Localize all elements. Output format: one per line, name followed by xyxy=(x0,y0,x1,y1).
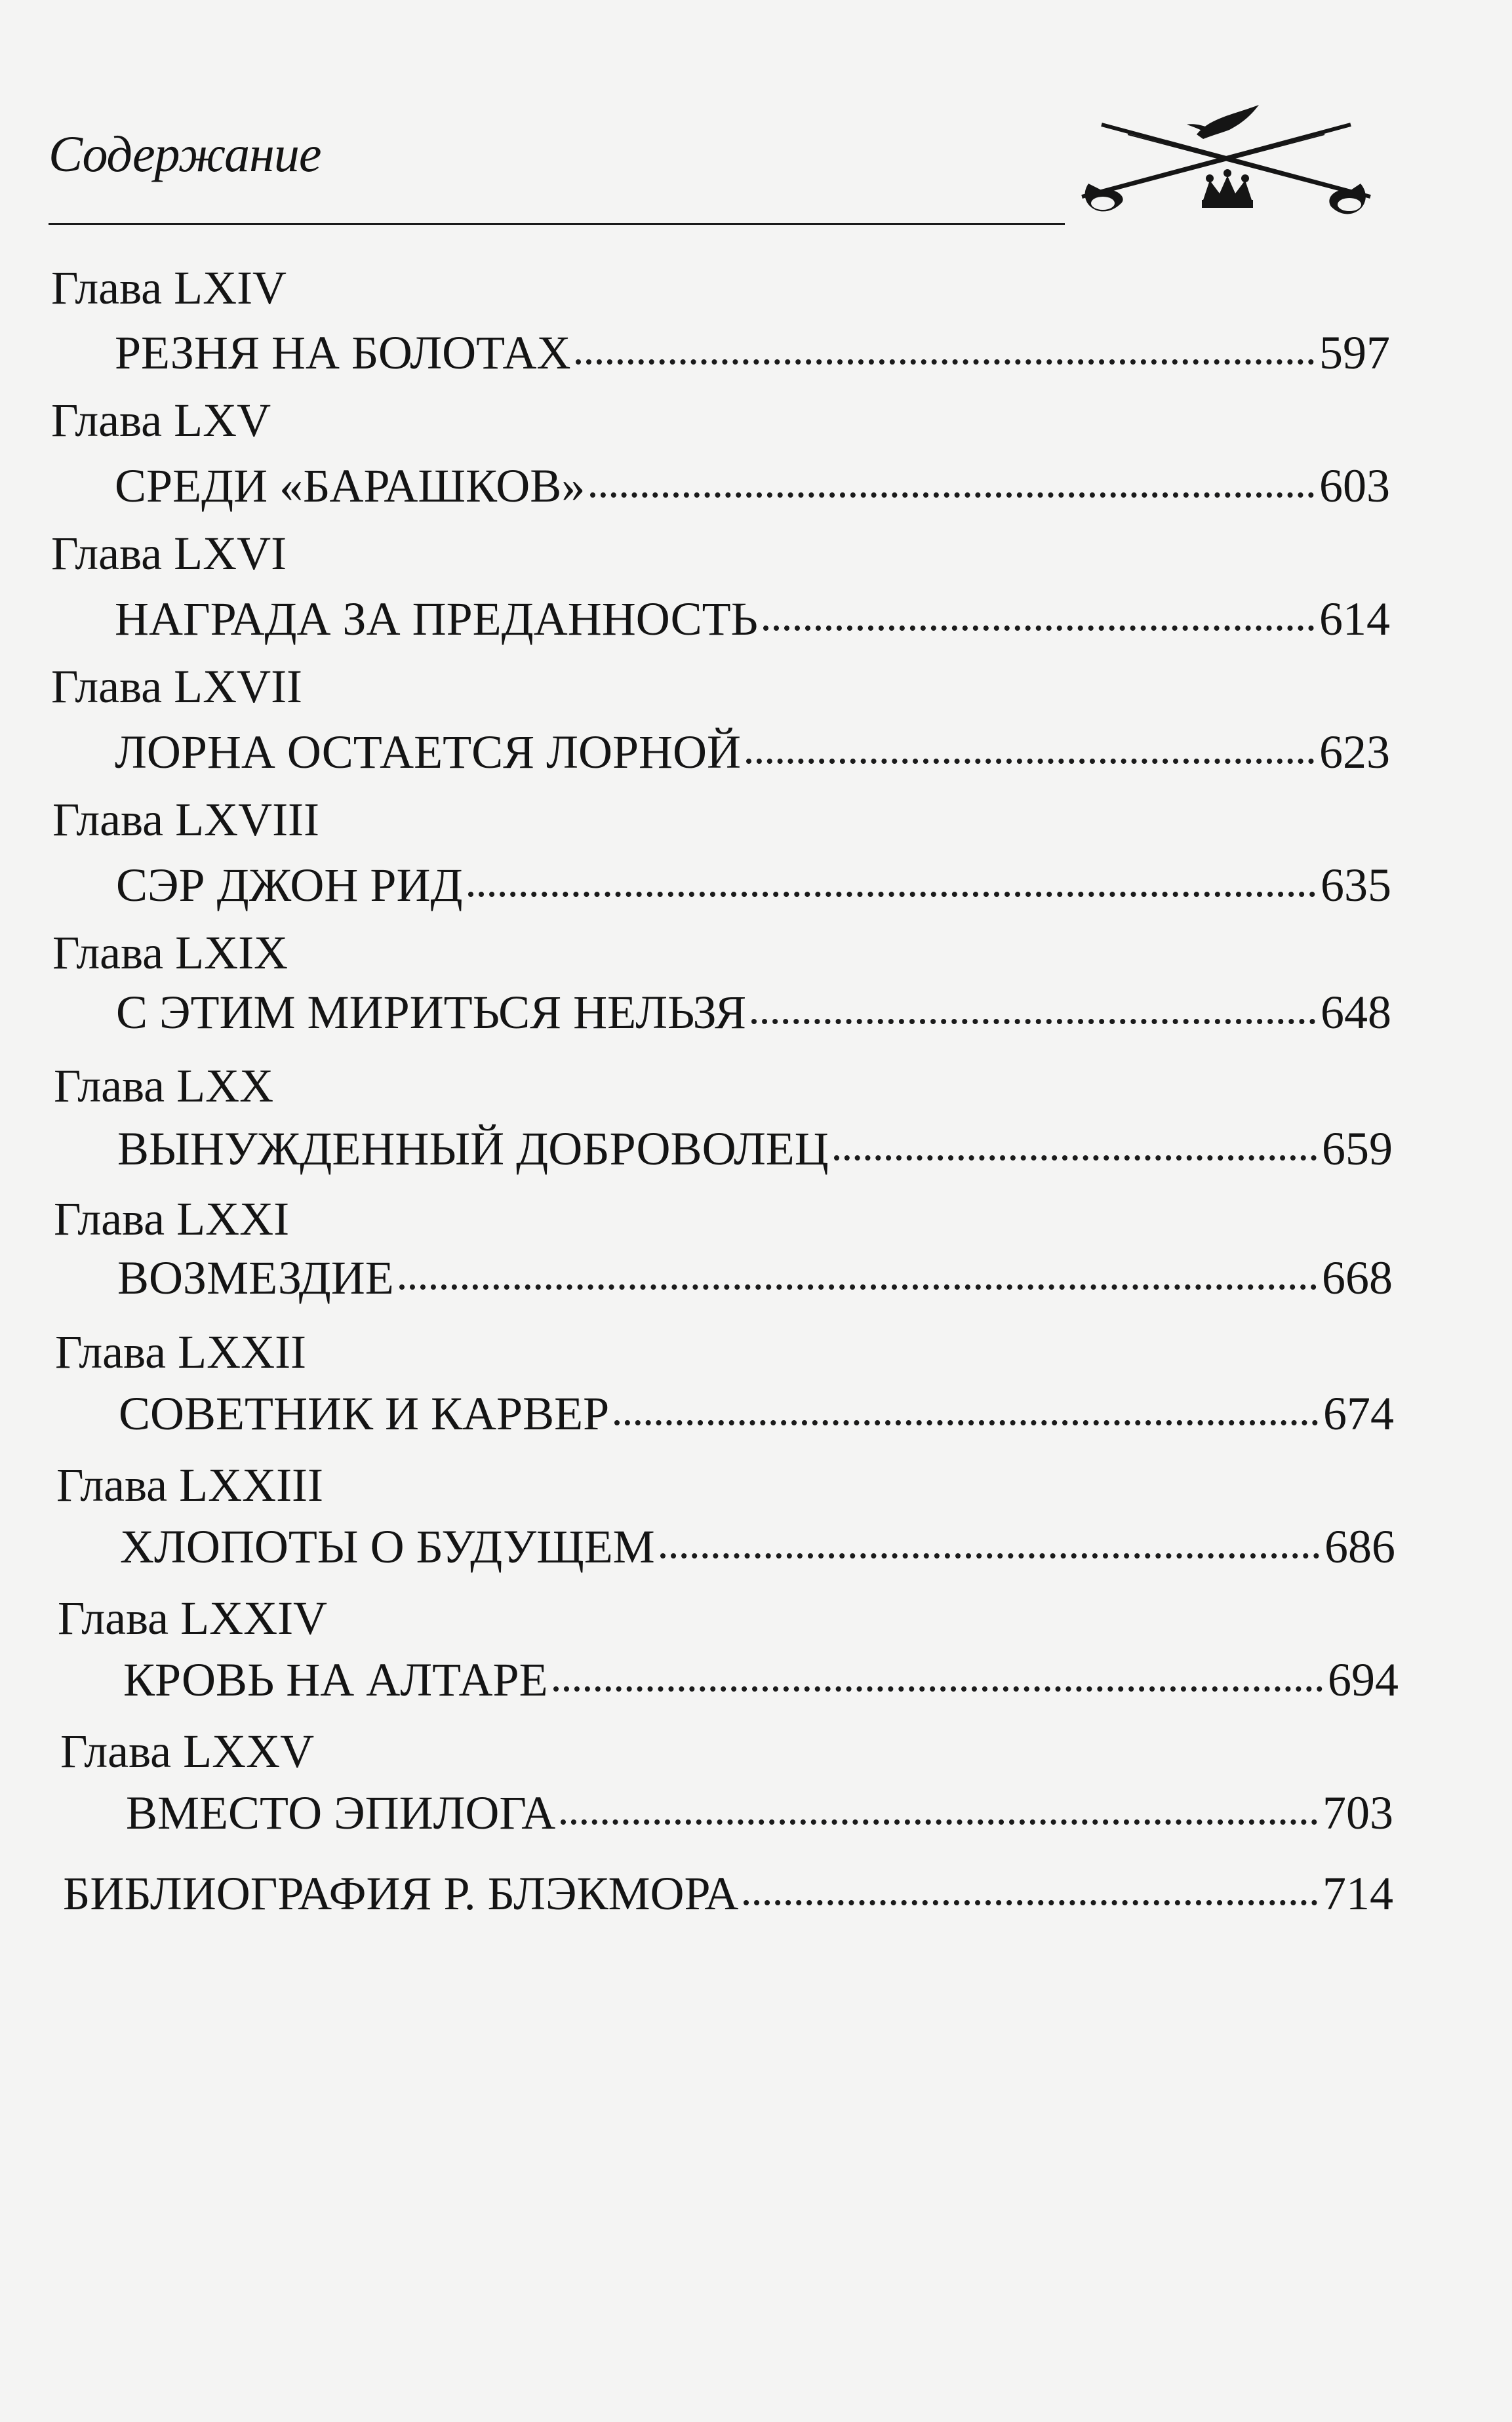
chapter-label: Глава LXIX xyxy=(52,926,288,979)
page-number: 686 xyxy=(1324,1520,1395,1573)
chapter-title: РЕЗНЯ НА БОЛОТАХ xyxy=(115,327,571,379)
dot-leader xyxy=(561,1819,1317,1825)
dot-leader xyxy=(746,759,1314,764)
toc-entry[interactable] xyxy=(116,985,1391,1040)
page-number: 668 xyxy=(1322,1252,1393,1304)
toc-entry[interactable] xyxy=(126,1786,1393,1840)
chapter-label: Глава LXIV xyxy=(51,262,287,314)
chapter-title: ХЛОПОТЫ О БУДУЩЕМ xyxy=(120,1520,655,1573)
chapter-title: СЭР ДЖОН РИД xyxy=(116,859,463,911)
chapter-label: Глава LXXI xyxy=(54,1193,290,1245)
toc-entry[interactable] xyxy=(119,1387,1394,1441)
dot-leader xyxy=(576,359,1314,365)
chapter-label: Глава LXXIV xyxy=(58,1592,328,1644)
bibliography-title: БИБЛИОГРАФИЯ Р. БЛЭКМОРА xyxy=(63,1867,739,1920)
chapter-label: Глава LXVI xyxy=(51,527,287,580)
dot-leader xyxy=(614,1420,1318,1425)
dot-leader xyxy=(744,1900,1317,1905)
chapter-label: Глава LXVII xyxy=(51,660,303,713)
dot-leader xyxy=(590,492,1314,498)
dot-leader xyxy=(751,1019,1315,1024)
chapter-title: ЛОРНА ОСТАЕТСЯ ЛОРНОЙ xyxy=(115,726,742,778)
chapter-title: ВОЗМЕЗДИЕ xyxy=(117,1252,394,1304)
chapter-label: Глава LXV xyxy=(51,394,271,447)
toc-entry[interactable] xyxy=(123,1653,1399,1707)
chapter-title: С ЭТИМ МИРИТЬСЯ НЕЛЬЗЯ xyxy=(116,986,746,1039)
page-number: 623 xyxy=(1319,726,1390,778)
page-number: 603 xyxy=(1319,460,1390,512)
page-number: 659 xyxy=(1322,1122,1393,1175)
toc-entry[interactable] xyxy=(115,326,1390,380)
page-number: 597 xyxy=(1319,327,1390,379)
chapter-title: СРЕДИ «БАРАШКОВ» xyxy=(115,460,586,512)
chapter-title: НАГРАДА ЗА ПРЕДАННОСТЬ xyxy=(115,593,758,645)
chapter-title: ВЫНУЖДЕННЫЙ ДОБРОВОЛЕЦ xyxy=(117,1122,829,1175)
chapter-label: Глава LXXII xyxy=(55,1326,307,1378)
chapter-label: Глава LXXV xyxy=(60,1725,315,1777)
toc-entry-bibliography[interactable] xyxy=(63,1867,1393,1921)
page-title: Содержание xyxy=(49,125,321,182)
chapter-label: Глава LXX xyxy=(54,1060,274,1112)
toc-entry[interactable] xyxy=(116,858,1391,913)
dot-leader xyxy=(834,1155,1317,1161)
dot-leader xyxy=(468,892,1315,897)
toc-entry[interactable] xyxy=(115,459,1390,513)
dot-leader xyxy=(763,625,1314,631)
toc-entry[interactable] xyxy=(120,1520,1395,1574)
chapter-label: Глава LXXIII xyxy=(56,1459,324,1511)
dot-leader xyxy=(553,1686,1323,1692)
dot-leader xyxy=(660,1553,1319,1558)
page-number: 703 xyxy=(1323,1787,1393,1839)
toc-entry[interactable] xyxy=(117,1122,1393,1176)
toc-entry[interactable] xyxy=(115,592,1390,646)
page-number: 694 xyxy=(1328,1654,1399,1706)
dot-leader xyxy=(399,1284,1317,1290)
toc-entry[interactable] xyxy=(117,1251,1393,1305)
toc-entry[interactable] xyxy=(115,725,1390,780)
page-number: 674 xyxy=(1323,1387,1394,1440)
chapter-title: СОВЕТНИК И КАРВЕР xyxy=(119,1387,610,1440)
chapter-label: Глава LXVIII xyxy=(52,793,320,846)
page-number: 714 xyxy=(1323,1867,1393,1920)
page-number: 614 xyxy=(1319,593,1390,645)
chapter-title: КРОВЬ НА АЛТАРЕ xyxy=(123,1654,548,1706)
page-number: 648 xyxy=(1321,986,1391,1039)
page-number: 635 xyxy=(1321,859,1391,911)
chapter-title: ВМЕСТО ЭПИЛОГА xyxy=(126,1787,556,1839)
